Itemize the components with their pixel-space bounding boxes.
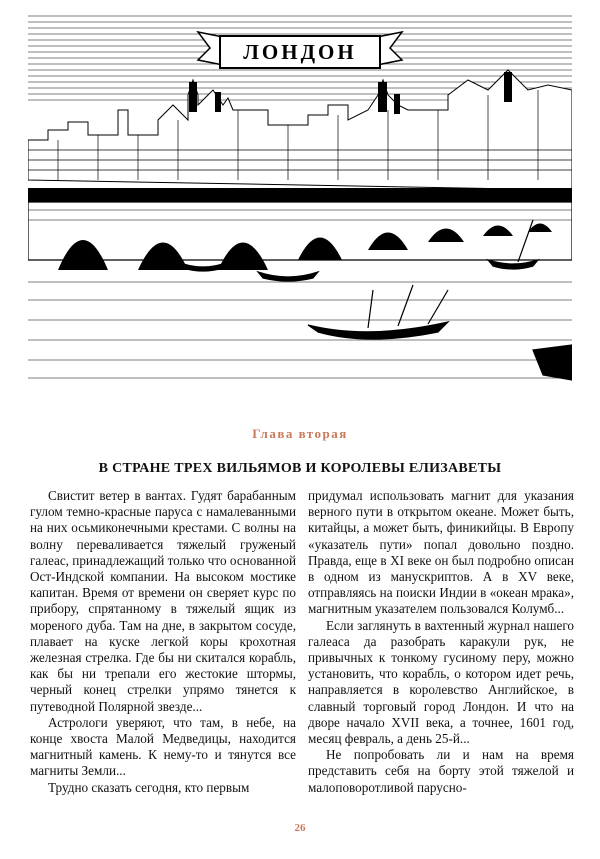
paragraph: Не попробовать ли и нам на время представить себя на борту этой тяжелой и малоповоротливой парусно-	[308, 747, 574, 795]
left-column	[30, 488, 296, 796]
chapter-title: В СТРАНЕ ТРЕХ ВИЛЬЯМОВ И КОРОЛЕВЫ ЕЛИЗАВЕТЫ	[98, 461, 502, 476]
paragraph: придумал использовать магнит для указания верного пути в открытом океане. Может быть, китайцы, а может быть, финикийцы. В Европу «указатель пути» попал довольно поздно. Правда, еще в XI веке он был подробно описан в одном из манускриптов. А в XV веке, отправляясь на поиски Индии в «океан мрака», магнитным указателем пользовался Колумб...	[308, 488, 574, 617]
right-column	[308, 488, 574, 796]
london-bridge-illustration	[28, 10, 572, 388]
paragraph: Трудно сказать сегодня, кто первым	[48, 779, 250, 795]
banner	[198, 32, 402, 68]
paragraph: Астрологи уверяют, что там, в небе, на конце хвоста Малой Медведицы, находится магнитный камень. К нему-то и тянутся все магниты Земли...	[30, 714, 296, 779]
bridge	[28, 188, 572, 270]
banner-text: ЛОНДОН	[243, 40, 357, 64]
paragraph: Свистит ветер в вантах. Гудят барабанным гулом темно-красные паруса с намалеванными на них осьмиконечными крестами. С волны на волну переваливается тяжелый груженый галеас, принадлежащий только что основанной Ост-Индской компании. На высоком мостике капитан. Время от времени он сверяет курс по прибору, спрятанному в тяжелый ящик из мореного дуба. Там на дне, в закрытом сосуде, плавает на куске легкой коры крохотная железная стрелка. Где бы ни скитался корабль, как бы ни трепали его жестокие штормы, черный конец стрелки упрямо тянется к путеводной Полярной звезде...	[30, 488, 297, 714]
page-number: 26	[294, 822, 306, 834]
paragraph: Если заглянуть в вахтенный журнал нашего галеаса да разобрать каракули рук, не привычных к тонкому гусиному перу, можно установить, что корабль, о котором идет речь, направляется в королевство Английское, в славный торговый город Лондон. И что на дворе начало XVII века, а точнее, 1601 год, месяц февраль, а день 25-й...	[308, 617, 574, 747]
chapter-label: Глава вторая	[252, 426, 348, 441]
